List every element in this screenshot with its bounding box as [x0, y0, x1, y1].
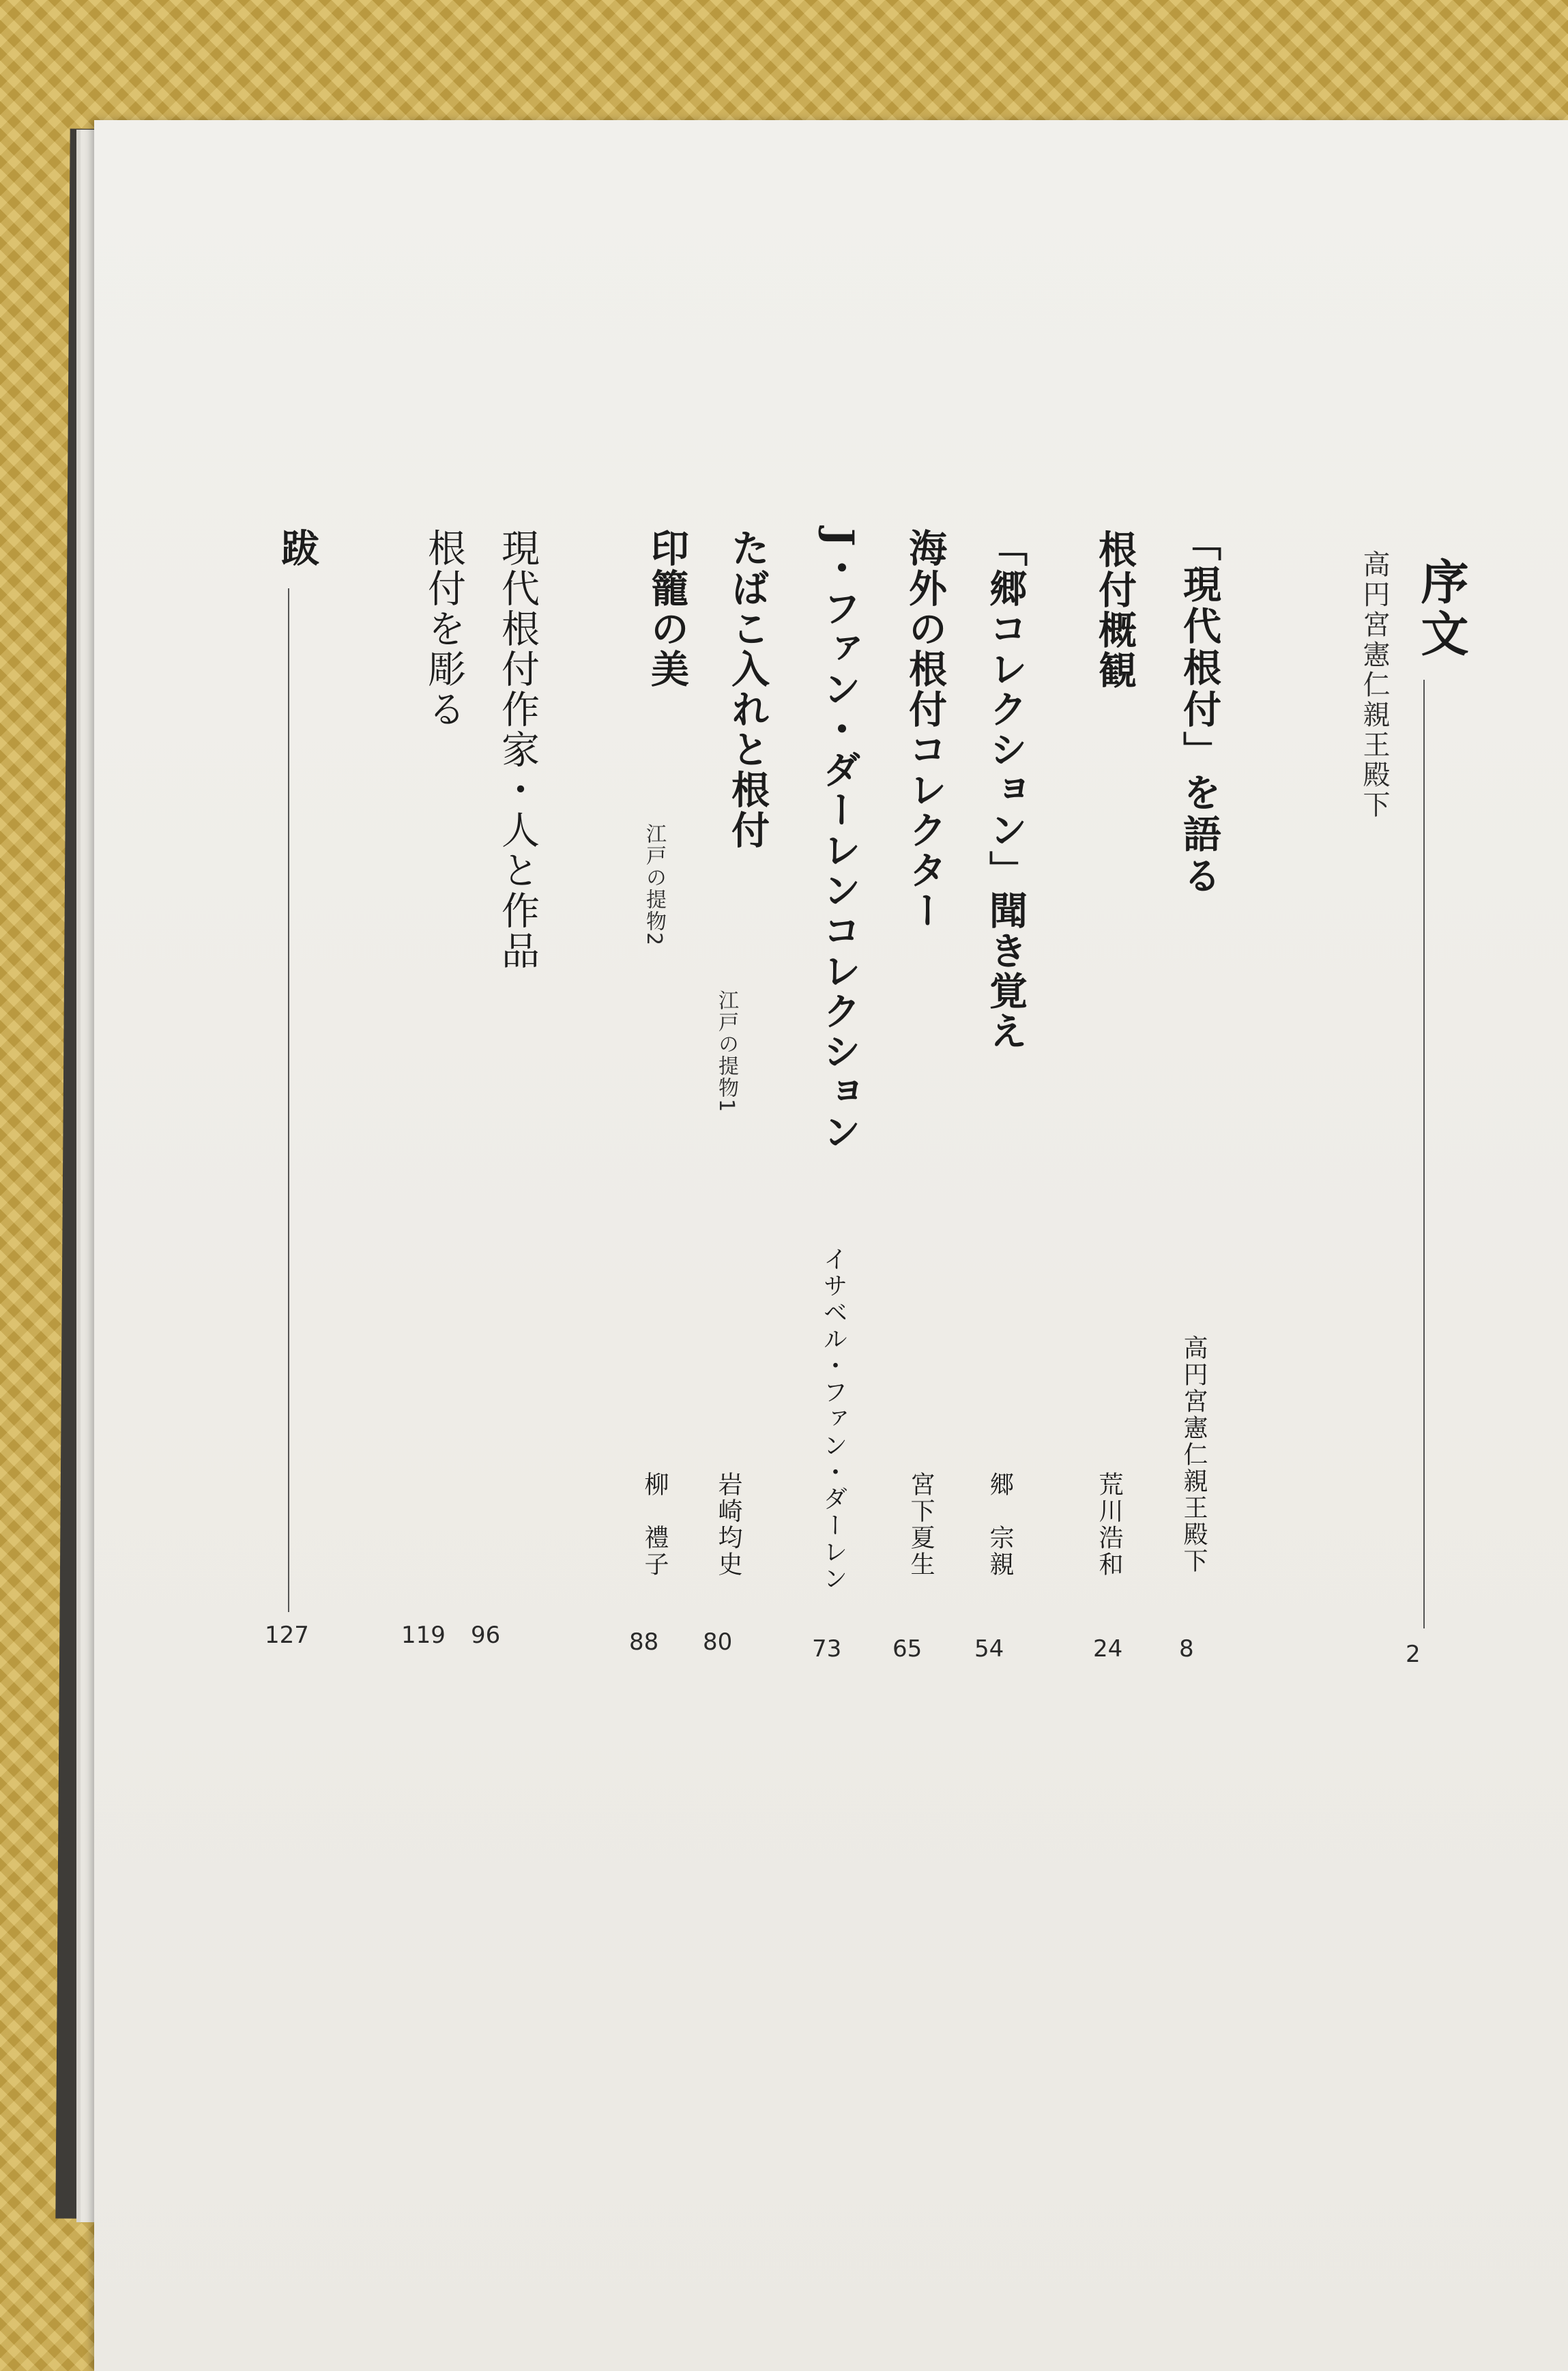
- entry-overseas-author: 宮下夏生: [907, 1471, 935, 1578]
- entry-memories-author: 郷 宗親: [986, 1471, 1014, 1578]
- entry-inro-author: 柳 禮子: [641, 1471, 669, 1578]
- entry-preface-title[interactable]: 序文: [1413, 557, 1470, 661]
- entry-tobacco-author: 岩崎均史: [714, 1471, 742, 1578]
- entry-overview-title[interactable]: 根付概観: [1092, 530, 1137, 691]
- entry-afterword-title[interactable]: 跋: [275, 528, 320, 569]
- entry-inro-page: 88: [629, 1628, 659, 1656]
- entry-tobacco-subtitle: 江戸の提物1: [714, 990, 738, 1114]
- entry-afterword-page: 127: [265, 1622, 309, 1649]
- entry-carving-page: 119: [401, 1622, 446, 1649]
- entry-tobacco-page: 80: [703, 1628, 733, 1656]
- entry-artists-title[interactable]: 現代根付作家・人と作品: [495, 528, 540, 971]
- contents-page: [94, 120, 1568, 2371]
- entry-daalen-page: 73: [812, 1635, 842, 1663]
- entry-inro-subtitle: 江戸の提物2: [642, 823, 666, 947]
- entry-artists-page: 96: [471, 1622, 501, 1649]
- entry-talk-page: 8: [1179, 1635, 1194, 1663]
- entry-daalen-title[interactable]: J・ファン・ダーレンコレクション: [817, 528, 862, 1153]
- entry-overview-author: 荒川浩和: [1095, 1471, 1123, 1578]
- afterword-rule: [288, 588, 289, 1612]
- entry-inro-title[interactable]: 印籠の美: [645, 528, 690, 689]
- entry-carving-title[interactable]: 根付を彫る: [422, 528, 466, 730]
- entry-talk-author: 高円宮憲仁親王殿下: [1180, 1335, 1208, 1575]
- show-through-shadow: [1350, 325, 1517, 571]
- entry-tobacco-title[interactable]: たばこ入れと根付: [725, 528, 770, 850]
- entry-overseas-page: 65: [892, 1635, 923, 1663]
- entry-preface-author: 高円宮憲仁親王殿下: [1359, 550, 1390, 820]
- entry-daalen-author: イサベル・ファン・ダーレン: [819, 1246, 847, 1592]
- preface-rule: [1423, 680, 1425, 1628]
- entry-overview-page: 24: [1093, 1635, 1123, 1663]
- entry-overseas-title[interactable]: 海外の根付コレクター: [903, 528, 948, 931]
- entry-talk-title[interactable]: 「現代根付」を語る: [1177, 523, 1222, 897]
- entry-memories-page: 54: [974, 1635, 1004, 1663]
- entry-memories-title[interactable]: 「郷コレクション」聞き覚え: [983, 528, 1028, 1052]
- entry-preface-page: 2: [1406, 1641, 1421, 1668]
